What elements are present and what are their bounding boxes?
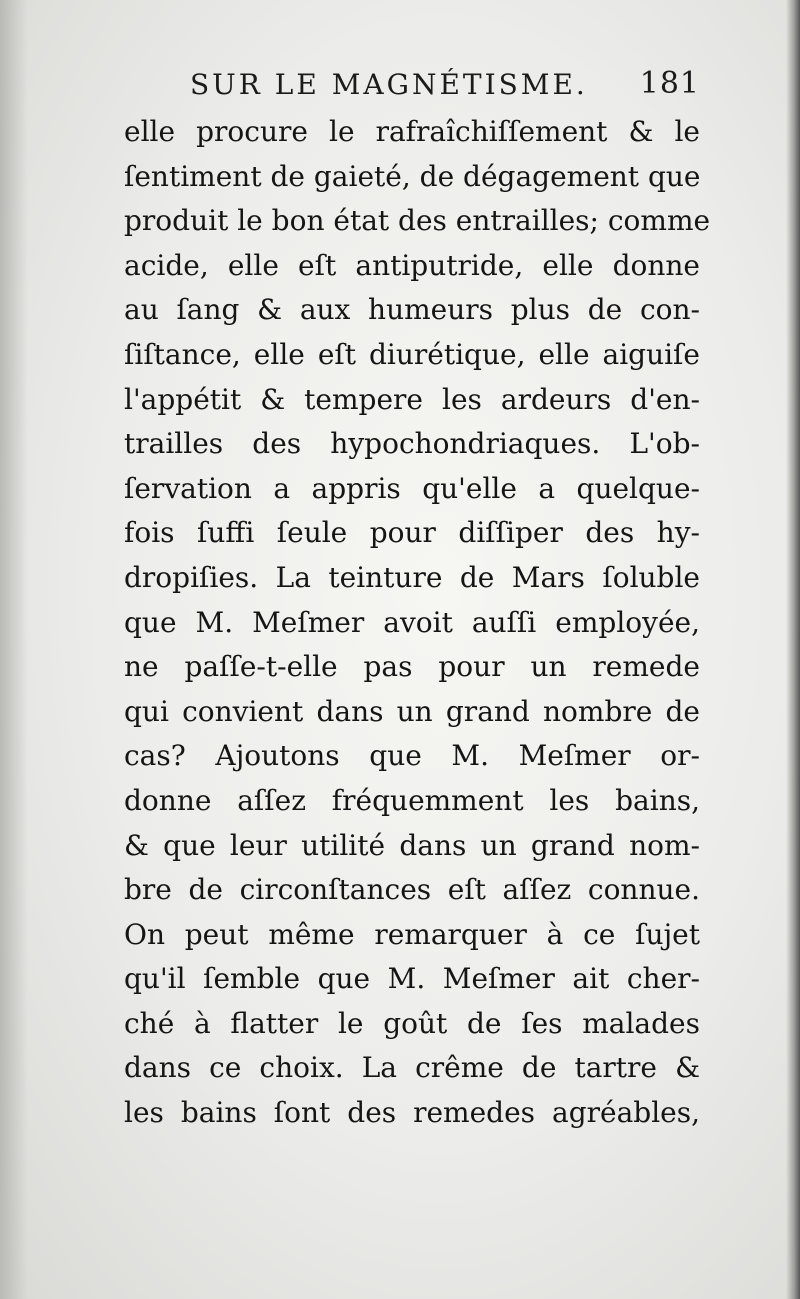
text-line: trailles des hypochondriaques. L'ob- [124,427,700,461]
text-line: ſervation a appris qu'elle a quelque- [124,471,700,505]
text-line: dropiſies. La teinture de Mars ſoluble [124,560,700,594]
text-line: ſiſtance, elle eſt diurétique, elle aiguiſe [124,337,700,371]
text-line: & que leur utilité dans un grand nom- [124,828,700,862]
text-line: ché à flatter le goût de ſes malades [124,1006,700,1040]
text-line: fois ſuffi ſeule pour diſſiper des hy- [124,516,700,550]
running-head [190,62,700,112]
text-line: produit le bon état des entrailles; comme [124,204,711,238]
text-line: dans ce choix. La crême de tartre & [124,1051,700,1085]
text-line: au ſang & aux humeurs plus de con- [124,293,700,327]
gutter-shadow [0,0,28,1299]
text-line: l'appétit & tempere les ardeurs d'en- [124,382,700,416]
body-text [124,110,711,1136]
text-line: qu'il ſemble que M. Meſmer ait cher- [124,962,700,996]
text-line: qui convient dans un grand nombre de [124,694,700,728]
text-line: ſentiment de gaieté, de dégagement que [124,159,701,193]
text-line: On peut même remarquer à ce ſujet [124,917,700,951]
text-line: acide, elle eſt antiputride, elle donne [124,248,700,282]
text-line: bre de circonſtances eſt aſſez connue. [124,873,700,907]
page-edge [786,0,800,1299]
text-line: elle procure le rafraîchiſſement & le [124,115,700,148]
page-number: 181 [639,66,700,101]
running-head-title: SUR LE MAGNÉTISME. [190,68,588,101]
text-line: ne paſſe-t-elle pas pour un remede [124,650,700,684]
text-line: les bains ſont des remedes agréables, [124,1096,700,1130]
text-line: cas? Ajoutons que M. Meſmer or- [124,739,700,773]
text-line: donne aſſez fréquemment les bains, [124,783,700,817]
text-line: que M. Meſmer avoit auſſi employée, [124,605,700,639]
